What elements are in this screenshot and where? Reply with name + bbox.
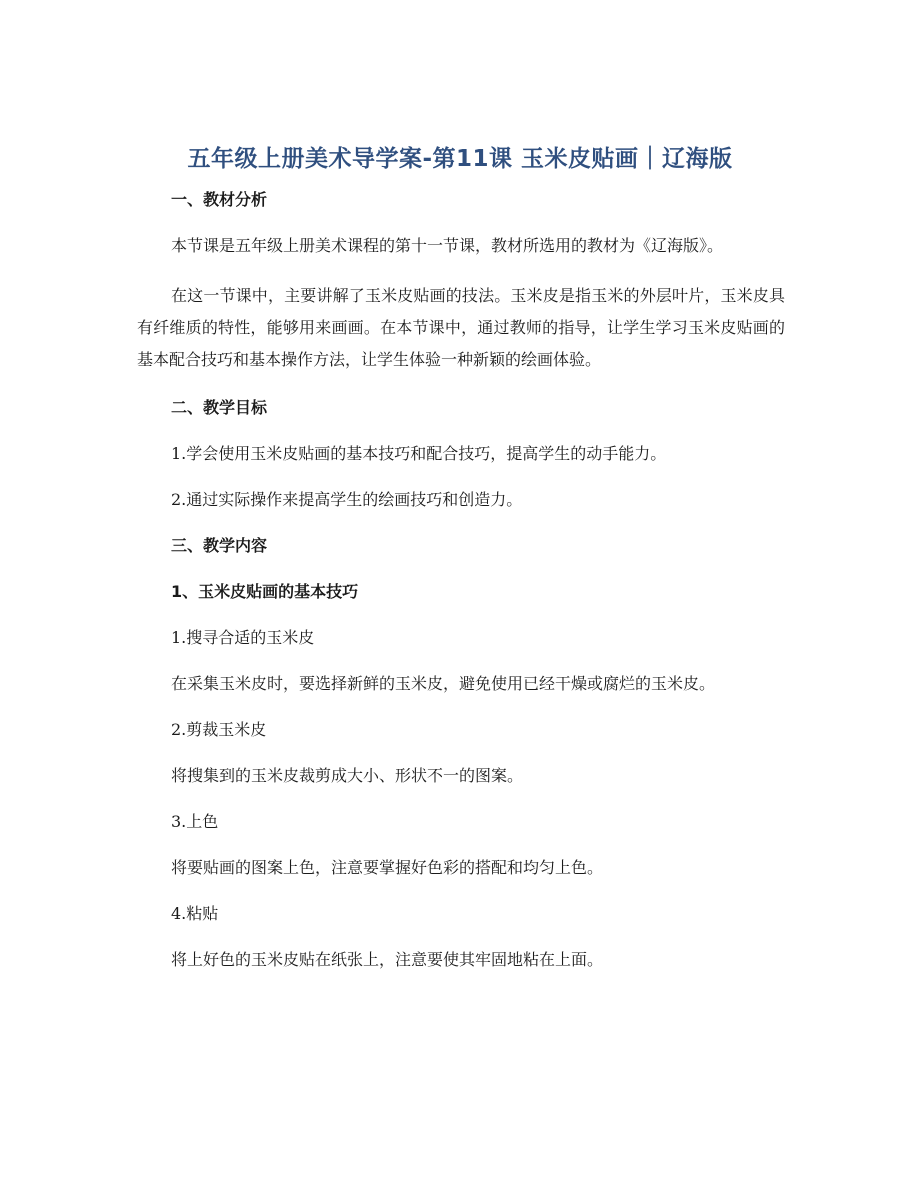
section-heading-content: 三、教学内容 <box>171 536 268 555</box>
section-heading-goals: 二、教学目标 <box>171 398 268 417</box>
analysis-paragraph-2: 在这一节课中，主要讲解了玉米皮贴画的技法。玉米皮是指玉米的外层叶片，玉米皮具有纤维质的特性，能够用来画画。在本节课中，通过教师的指导，让学生学习玉米皮贴画的基本配合技巧和基本操作方法，让学生体验一种新颖的绘画体验。 <box>137 286 785 369</box>
step-title-4: 4.粘贴 <box>171 904 219 923</box>
analysis-paragraph-1: 本节课是五年级上册美术课程的第十一节课，教材所选用的教材为《辽海版》。 <box>171 236 724 255</box>
step-text-1: 在采集玉米皮时，要选择新鲜的玉米皮，避免使用已经干燥或腐烂的玉米皮。 <box>171 674 716 693</box>
step-text-2: 将搜集到的玉米皮裁剪成大小、形状不一的图案。 <box>171 766 524 785</box>
step-text-3: 将要贴画的图案上色，注意要掌握好色彩的搭配和均匀上色。 <box>171 858 604 877</box>
goal-item-1: 1.学会使用玉米皮贴画的基本技巧和配合技巧，提高学生的动手能力。 <box>171 444 667 463</box>
document-title: 五年级上册美术导学案-第11课 玉米皮贴画｜辽海版 <box>187 146 733 172</box>
step-text-4: 将上好色的玉米皮贴在纸张上，注意要使其牢固地粘在上面。 <box>171 950 604 969</box>
section-heading-analysis: 一、教材分析 <box>171 190 268 209</box>
step-title-1: 1.搜寻合适的玉米皮 <box>171 628 315 647</box>
goal-item-2: 2.通过实际操作来提高学生的绘画技巧和创造力。 <box>171 490 523 509</box>
step-title-3: 3.上色 <box>171 812 219 831</box>
content-subheading: 1、玉米皮贴画的基本技巧 <box>171 582 359 601</box>
document-body <box>137 186 785 974</box>
step-title-2: 2.剪裁玉米皮 <box>171 720 267 739</box>
